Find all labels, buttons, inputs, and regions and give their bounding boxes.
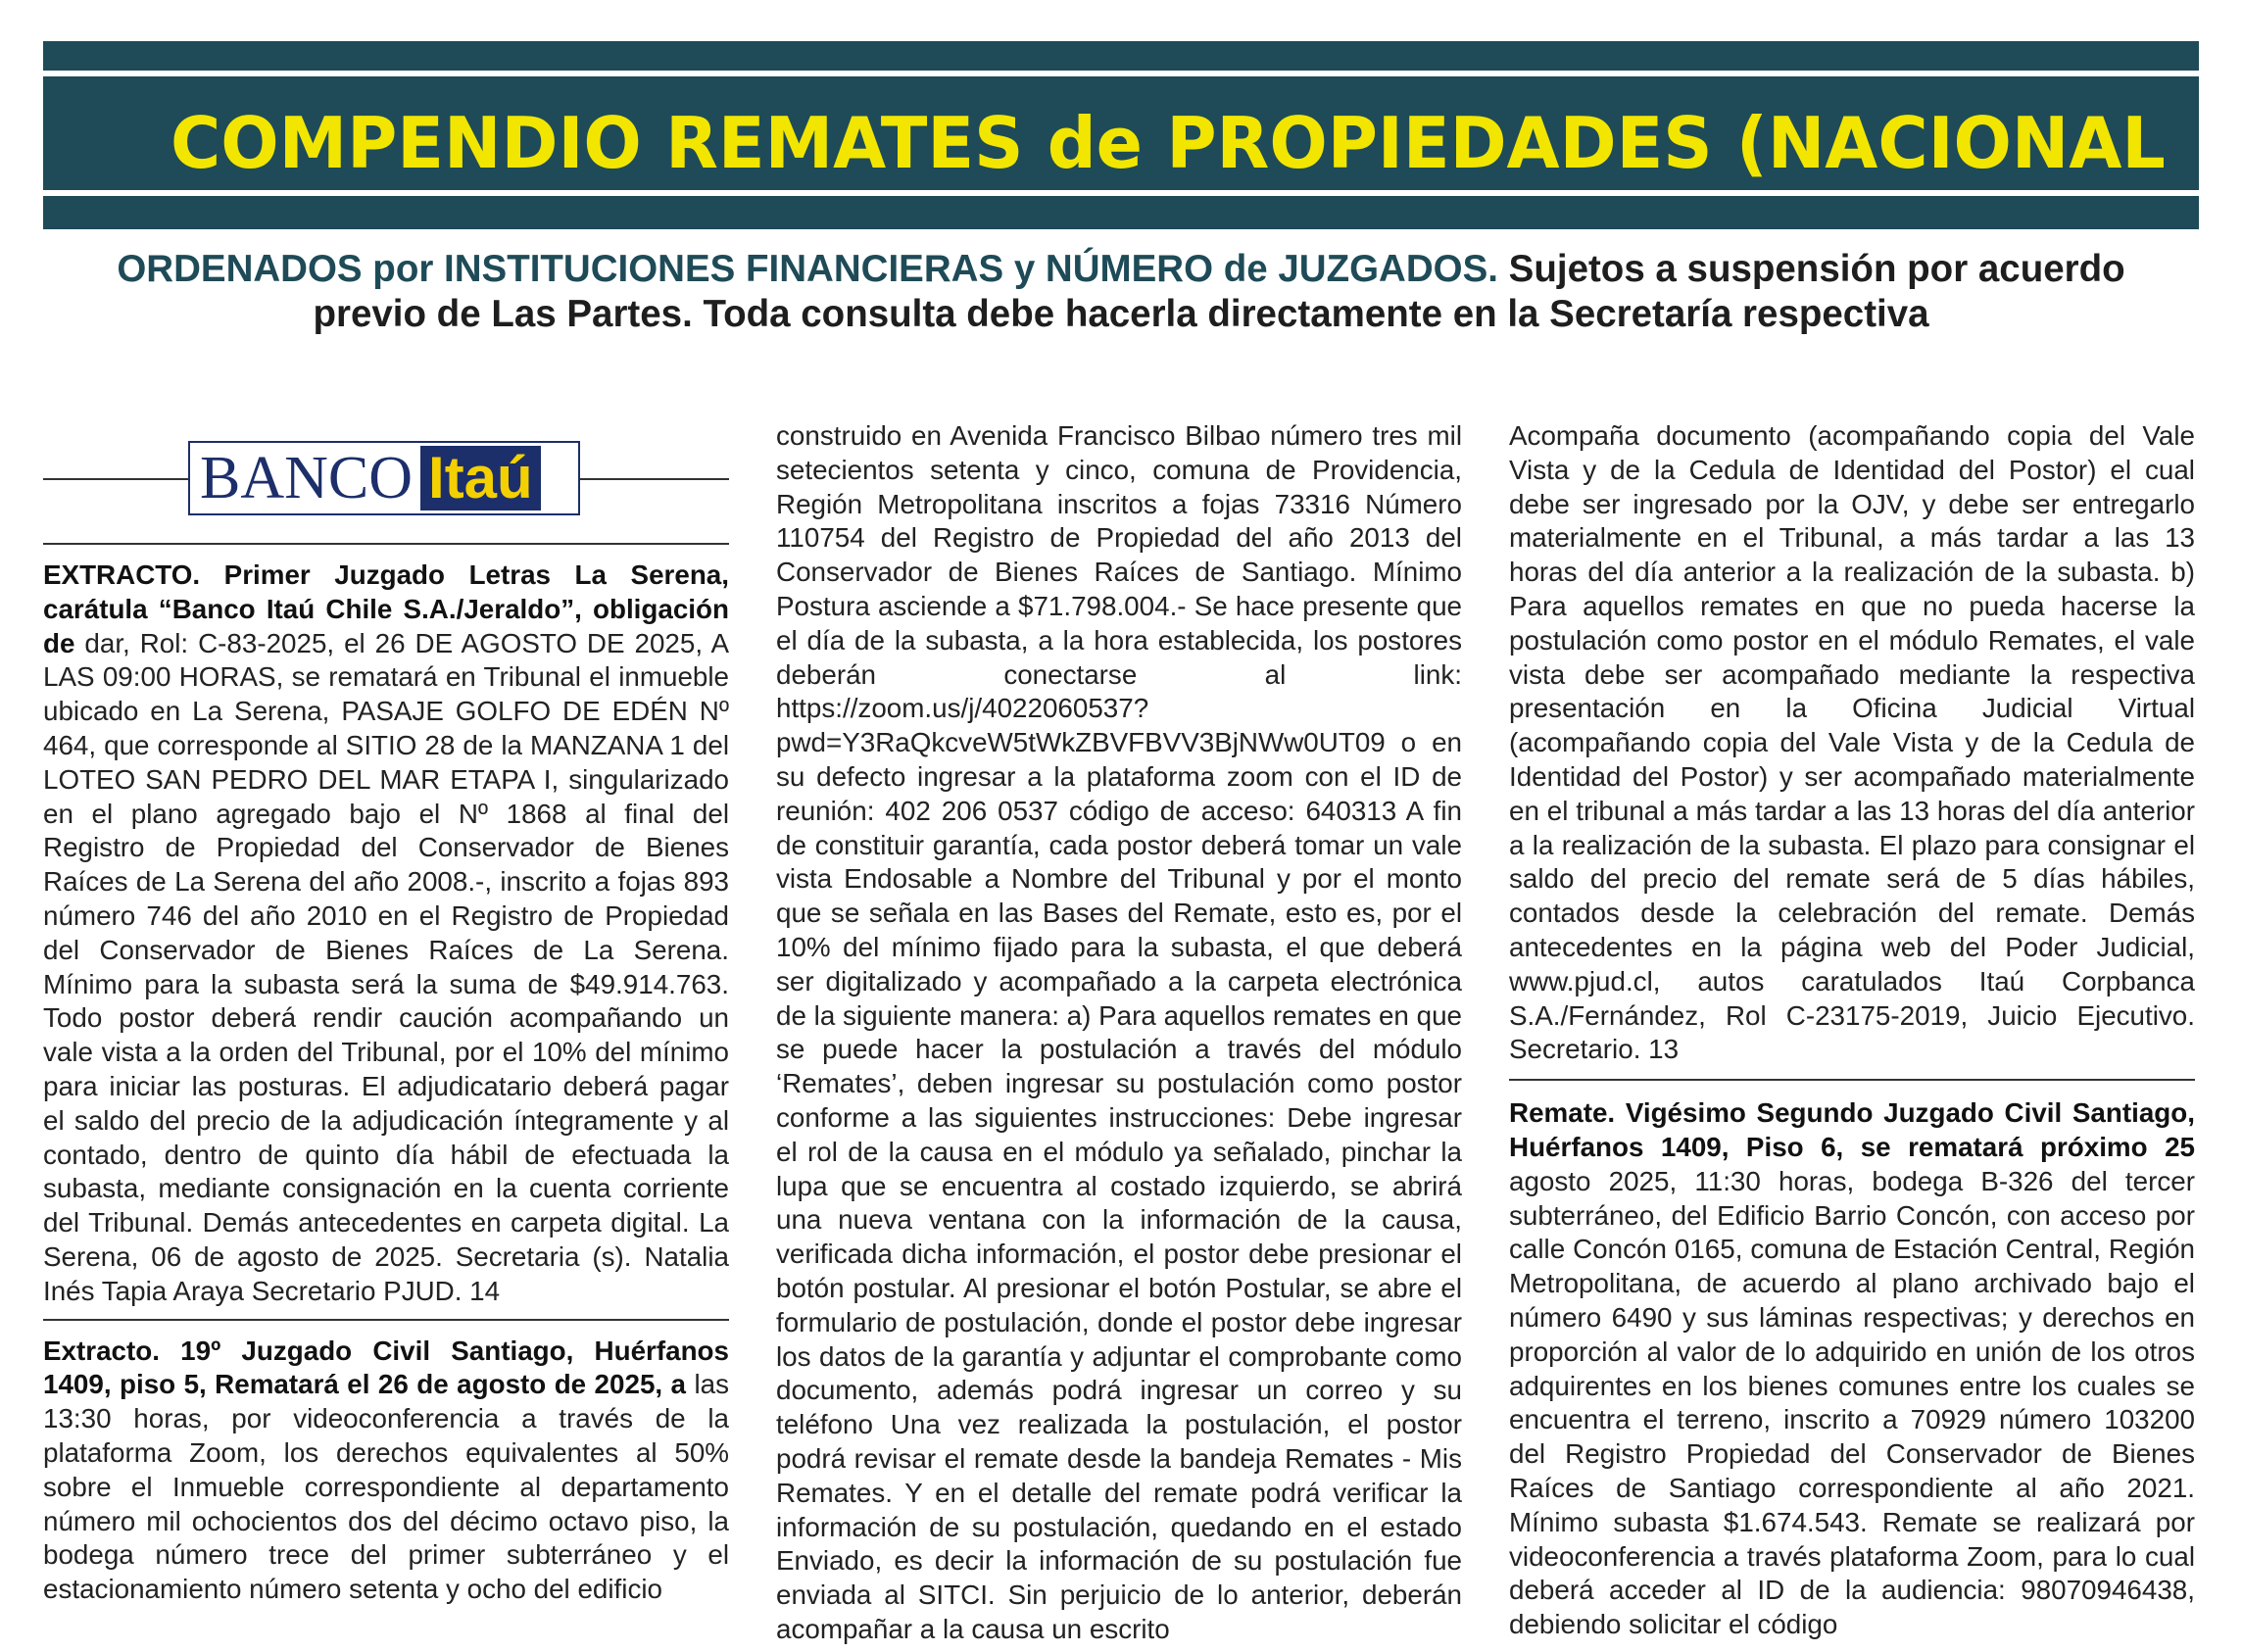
bank-logo-section bbox=[43, 425, 729, 541]
logo-itau-text: Itaú bbox=[420, 446, 541, 510]
banner-rule-bottom bbox=[43, 190, 2199, 196]
divider bbox=[43, 1319, 729, 1321]
notice-heading: Extracto. 19º Juzgado Civil Santiago, Huérfanos 1409, piso 5, Rematará el 26 de agosto de 2025, a bbox=[43, 1335, 729, 1400]
divider bbox=[1509, 1079, 2195, 1081]
subtitle-lead: ORDENADOS por INSTITUCIONES FINANCIERAS y NÚMERO de JUZGADOS. bbox=[117, 248, 1498, 290]
notice-heading: Remate. Vigésimo Segundo Juzgado Civil Santiago, Huérfanos 1409, Piso 6, se rematará próximo 25 bbox=[1509, 1097, 2195, 1162]
notice-19-juzgado bbox=[43, 1335, 729, 1607]
page-title: COMPENDIO REMATES de PROPIEDADES (NACIONAL bbox=[171, 102, 2166, 184]
logo-banco-text: BANCO bbox=[200, 445, 414, 511]
notice-body: agosto 2025, 11:30 horas, bodega B-326 del tercer subterráneo, del Edificio Barrio Concón, con acceso por calle Concón 0165, comuna de Estación Central, Región Metropolitana, de acuerdo al plano archivado bajo el número 6490 y sus láminas respectivas; y derechos en proporción al valor de lo adquirido en unión de los otros adquirentes en los bienes comunes entre los cuales se encuentra el terreno, inscrito a 70929 número 103200 del Registro Propiedad del Conservador de Bienes Raíces de Santiago correspondiente al año 2021. Mínimo subasta $1.674.543. Remate se realizará por videoconferencia a través plataforma Zoom, para lo cual deberá acceder al ID de la audiencia: 98070946438, debiendo solicitar el código bbox=[1509, 1165, 2195, 1640]
page-subtitle bbox=[59, 247, 2183, 337]
divider bbox=[43, 543, 729, 545]
subtitle-rest: Sujetos a suspensión por acuerdo previo de Las Partes. Toda consulta debe hacerla directamente en la Secretaría respectiva bbox=[313, 248, 2125, 335]
column-3 bbox=[1509, 420, 2195, 1642]
notice-la-serena bbox=[43, 559, 729, 1309]
banner-rule-top bbox=[43, 71, 2199, 76]
logo-divider-right bbox=[580, 478, 729, 480]
header-banner bbox=[43, 41, 2199, 229]
notice-heading: EXTRACTO. Primer Juzgado Letras La Serena, carátula “Banco Itaú Chile S.A./Jeraldo”, obligación de bbox=[43, 559, 729, 658]
notice-body: las 13:30 horas, por videoconferencia a través de la plataforma Zoom, los derechos equivalentes al 50% sobre el Inmueble correspondiente al departamento número mil ochocientos dos del décimo octavo piso, la bodega número trece del primer subterráneo y el estacionamiento número setenta y ocho del edificio bbox=[43, 1369, 729, 1605]
column-1 bbox=[43, 425, 729, 1607]
column-2 bbox=[776, 420, 1462, 1647]
banco-itau-logo bbox=[188, 441, 580, 515]
logo-divider-left bbox=[43, 478, 188, 480]
notice-19-juzgado-continued-2: Acompaña documento (acompañando copia del Vale Vista y de la Cedula de Identidad del Postor) el cual debe ser ingresado por la OJV, y debe ser entregarlo materialmente en el Tribunal, a más tardar a las 13 horas del día anterior a la realización de la subasta. b) Para aquellos remates en que no pueda hacerse la postulación como postor en el módulo Remates, el vale vista debe ser acompañado mediante la respectiva presentación en la Oficina Judicial Virtual (acompañando copia del Vale Vista y de la Cedula de Identidad del Postor) y ser acompañado materialmente en el tribunal a más tardar a las 13 horas del día anterior a la realización de la subasta. El plazo para consignar el saldo del precio del remate será de 5 días hábiles, contados desde la celebración del remate. Demás antecedentes en la página web del Poder Judicial, www.pjud.cl, autos caratulados Itaú Corpbanca S.A./Fernández, Rol C-23175-2019, Juicio Ejecutivo. Secretario. 13 bbox=[1509, 420, 2195, 1065]
notice-22-juzgado bbox=[1509, 1096, 2195, 1642]
notice-19-juzgado-continued: construido en Avenida Francisco Bilbao número tres mil setecientos setenta y cinco, comuna de Providencia, Región Metropolitana inscritos a fojas 73316 Número 110754 del Registro de Propiedad del año 2013 del Conservador de Bienes Raíces de Santiago. Mínimo Postura asciende a $71.798.004.- Se hace presente que el día de la subasta, a la hora establecida, los postores deberán conectarse al link: https://zoom.us/j/4022060537?pwd=Y3RaQkcveW5tWkZBVFBVV3BjNWw0UT09 o en su defecto ingresar a la plataforma zoom con el ID de reunión: 402 206 0537 código de acceso: 640313 A fin de constituir garantía, cada postor deberá tomar un vale vista Endosable a Nombre del Tribunal y por el monto que se señala en las Bases del Remate, esto es, por el 10% del mínimo fijado para la subasta, el que deberá ser digitalizado y acompañado a la carpeta electrónica de la siguiente manera: a) Para aquellos remates en que se puede hacer la postulación a través del módulo ‘Remates’, deben ingresar su postulación como postor conforme a las siguientes instrucciones: Debe ingresar el rol de la causa en el módulo ya señalado, pinchar la lupa que se encuentra al costado izquierdo, se abrirá una nueva ventana con la información de la causa, verificada dicha información, el postor debe presionar el botón postular. Al presionar el botón Postular, se abre el formulario de postulación, donde el postor debe ingresar los datos de la garantía y adjuntar el comprobante como documento, además podrá ingresar un correo y su teléfono Una vez realizada la postulación, el postor podrá revisar el remate desde la bandeja Remates - Mis Remates. Y en el detalle del remate podrá verificar la información de su postulación, quedando en el estado Enviado, es decir la información de su postulación fue enviada al SITCI. Sin perjuicio de lo anterior, deberán acompañar a la causa un escrito bbox=[776, 420, 1462, 1644]
notice-body: dar, Rol: C-83-2025, el 26 DE AGOSTO DE 2025, A LAS 09:00 HORAS, se rematará en Tribunal el inmueble ubicado en La Serena, PASAJE GOLFO DE EDÉN Nº 464, que corresponde al SITIO 28 de la MANZANA 1 del LOTEO SAN PEDRO DEL MAR ETAPA I, singularizado en el plano agregado bajo el Nº 1868 al final del Registro de Propiedad del Conservador de Bienes Raíces de La Serena del año 2008.-, inscrito a fojas 893 número 746 del año 2010 en el Registro de Propiedad del Conservador de Bienes Raíces de La Serena. Mínimo para la subasta será la suma de $49.914.763. Todo postor deberá rendir caución acompañando un vale vista a la orden del Tribunal, por el 10% del mínimo para iniciar las posturas. El adjudicatario deberá pagar el saldo del precio de la adjudicación íntegramente y al contado, dentro de quinto día hábil de efectuada la subasta, mediante consignación en la cuenta corriente del Tribunal. Demás antecedentes en carpeta digital. La Serena, 06 de agosto de 2025. Secretaria (s). Natalia Inés Tapia Araya Secretario PJUD. 14 bbox=[43, 627, 729, 1306]
